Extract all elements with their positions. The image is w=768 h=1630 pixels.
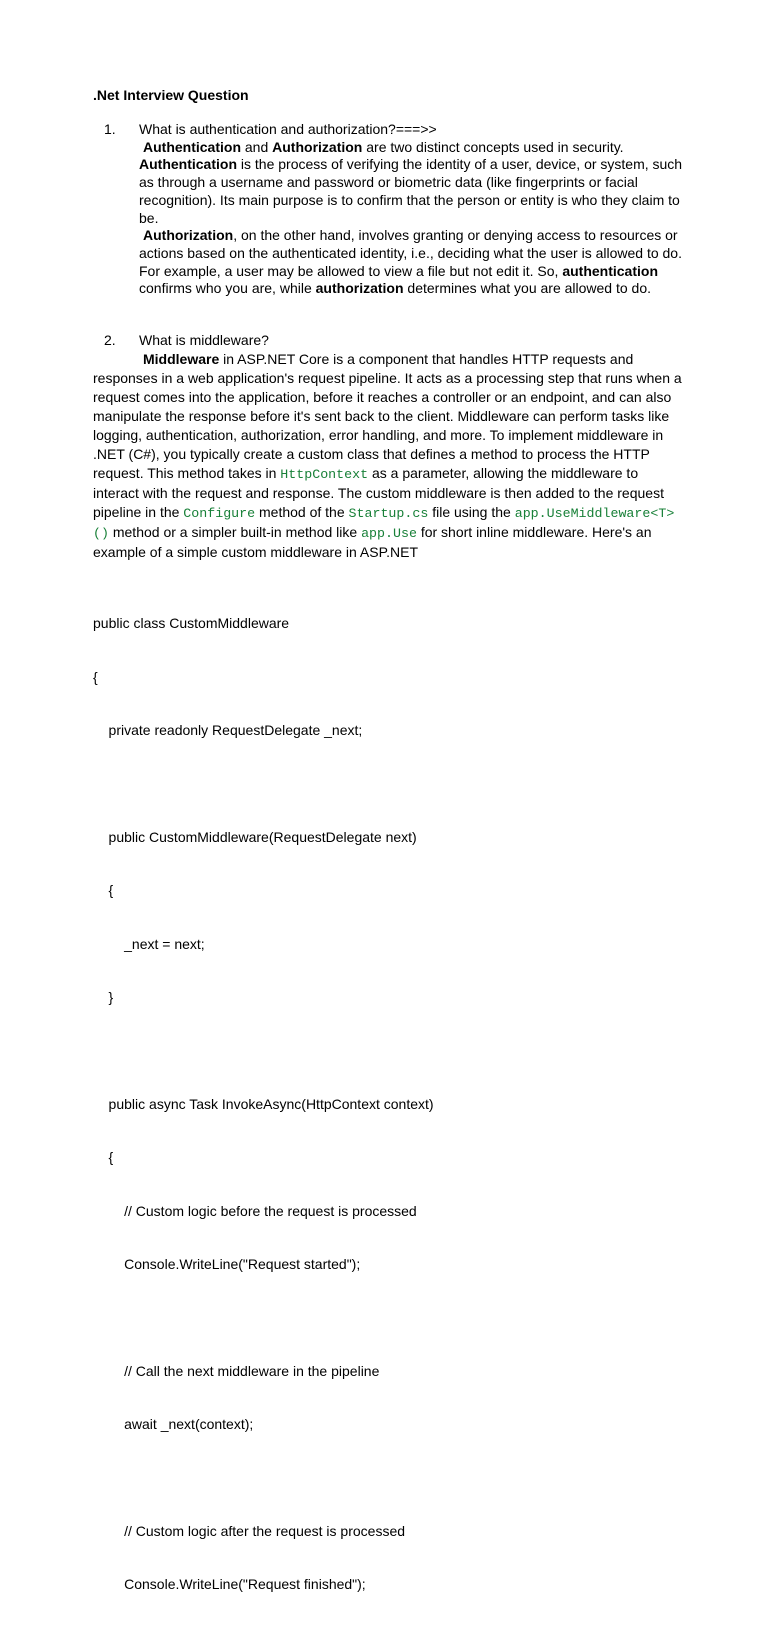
code-line: public class CustomMiddleware xyxy=(93,615,290,632)
document-page xyxy=(93,86,683,1630)
code-line: { xyxy=(93,882,114,899)
answer-2-text: method or a simpler built-in method like xyxy=(108,523,362,540)
term-authorization: authorization xyxy=(315,280,404,297)
answer-2-text: file using the xyxy=(428,503,515,520)
page-title: .Net Interview Question xyxy=(93,87,249,103)
answer-2-text: in ASP.NET Core is a component that handles HTTP requests and responses in a web application's request pipeline. It acts as a processing step that runs when a request comes into the application, before it reaches a controller or an endpoint, and can also manipulate the response before it's sent back to the client. Middleware can perform tasks like logging, authentication, authorization, error handling, and more. To implement middleware in .NET (C#), you typically create a custom class that defines a method to process the HTTP request. This method takes in xyxy=(93,350,682,481)
question-1-number: 1. xyxy=(104,121,116,137)
code-sample xyxy=(93,580,683,1630)
code-line: // Call the next middleware in the pipeline xyxy=(93,1362,380,1379)
answer-2-text: for short inline middleware. Here's an example of a simple custom middleware in ASP.NET xyxy=(93,523,652,560)
code-line: private readonly RequestDelegate _next; xyxy=(93,722,363,739)
question-1-text: What is authentication and authorization?===>> xyxy=(139,121,437,137)
code-line xyxy=(93,1309,683,1327)
question-2-text: What is middleware? xyxy=(139,332,269,349)
code-line: // Custom logic after the request is processed xyxy=(93,1522,406,1539)
term-authentication: Authentication xyxy=(143,138,241,155)
answer-1-text: , on the other hand, involves granting or denying access to resources or actions based on the authenticated identity, i.e., deciding what the user is allowed to do. For example, a user may be allowed to view a file but not edit it. So, xyxy=(139,227,682,279)
answer-1-text: confirms who you are, while xyxy=(139,280,316,297)
answer-2-text: as a parameter, allowing the middleware to interact with the request and response. The custom middleware is then added to the request pipeline in the xyxy=(93,464,664,520)
term-authentication: Authentication xyxy=(139,156,237,173)
answer-1-text: is the process of verifying the identity of a user, device, or system, such as through a username and password or biometric data (like fingerprints or facial recognition). Its main purpose is to confirm that the person or entity is who they claim to be. xyxy=(139,156,683,226)
code-line: Console.WriteLine("Request started"); xyxy=(93,1256,361,1273)
code-line xyxy=(93,1042,683,1060)
inline-code: app.Use xyxy=(361,525,417,541)
answer-1-intro xyxy=(139,139,683,157)
code-line: await _next(context); xyxy=(93,1416,254,1433)
term-authorization: Authorization xyxy=(143,227,234,244)
inline-code: Startup.cs xyxy=(348,505,429,521)
question-1 xyxy=(93,121,683,139)
answer-1-text: determines what you are allowed to do. xyxy=(403,280,652,297)
code-line: // Custom logic before the request is processed xyxy=(93,1202,417,1219)
question-2-number: 2. xyxy=(104,332,116,349)
question-2 xyxy=(93,332,683,350)
answer-1-authorization xyxy=(139,227,683,298)
code-line: _next = next; xyxy=(93,935,205,952)
inline-code: Configure xyxy=(183,505,256,521)
code-line xyxy=(93,776,683,794)
code-line xyxy=(93,1470,683,1488)
code-line: { xyxy=(93,1149,114,1166)
answer-1-text: and xyxy=(241,138,273,155)
term-authentication: authentication xyxy=(562,262,658,279)
answer-2 xyxy=(93,350,683,562)
inline-code: HttpContext xyxy=(280,466,369,482)
code-line: { xyxy=(93,668,98,685)
term-authorization: Authorization xyxy=(272,138,363,155)
answer-2-text: method of the xyxy=(255,503,349,520)
code-line: } xyxy=(93,989,114,1006)
answer-1 xyxy=(139,139,683,298)
answer-1-text: are two distinct concepts used in security. xyxy=(362,138,624,155)
answer-1-authentication xyxy=(139,156,683,227)
term-middleware: Middleware xyxy=(143,350,220,367)
code-line: public CustomMiddleware(RequestDelegate next) xyxy=(93,828,417,845)
code-line: public async Task InvokeAsync(HttpContext context) xyxy=(93,1095,434,1112)
inline-code: app.UseMiddleware<T>() xyxy=(93,505,675,541)
code-line: Console.WriteLine("Request finished"); xyxy=(93,1576,366,1593)
